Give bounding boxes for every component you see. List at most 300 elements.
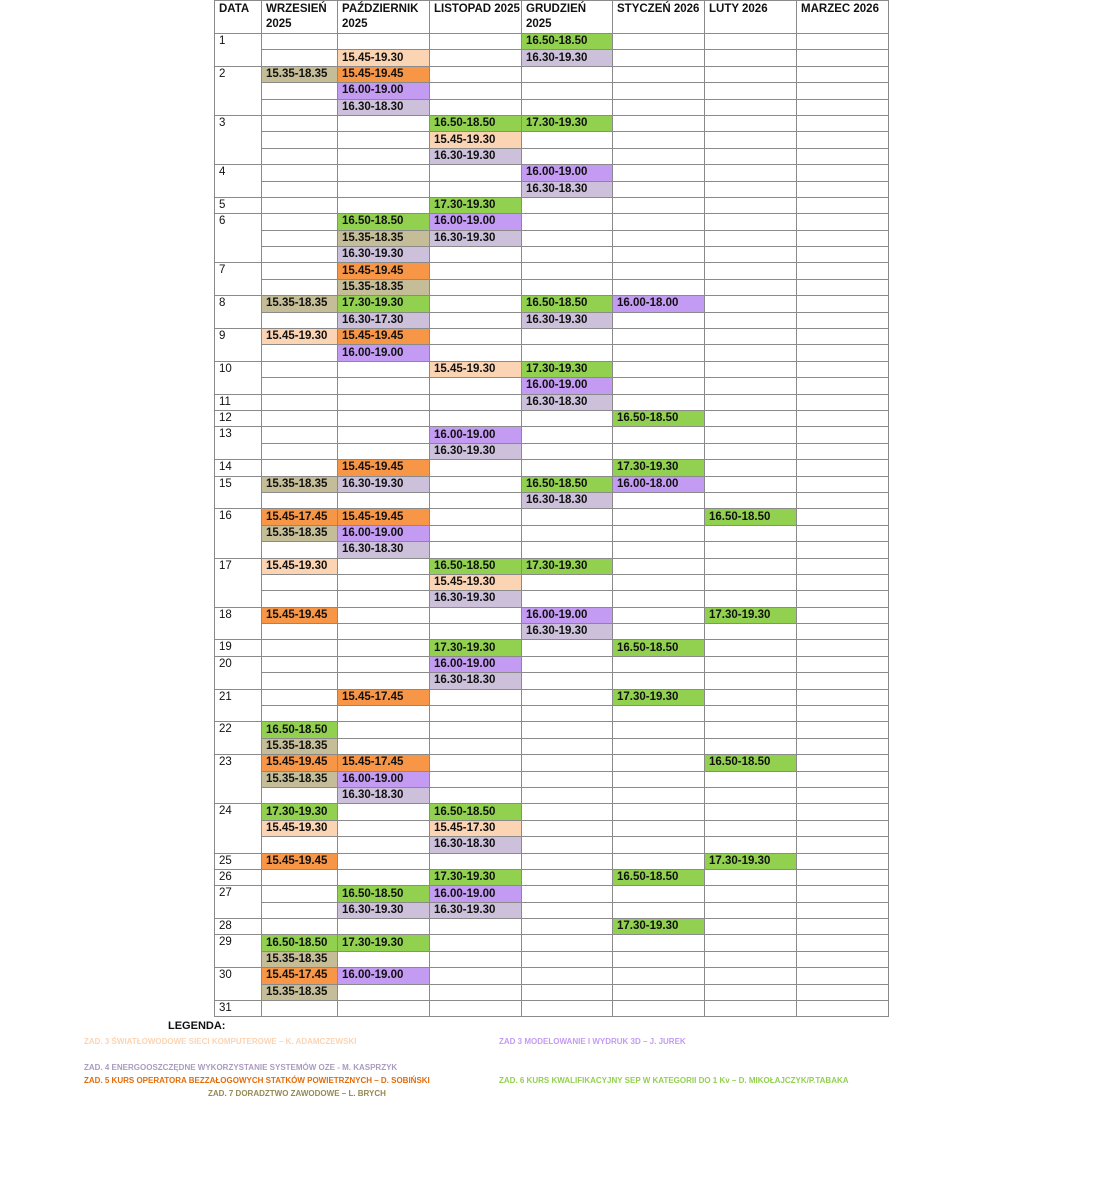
session-cell: 15.45-19.45 [338, 460, 430, 476]
session-cell: 15.45-19.30 [430, 574, 522, 590]
empty-cell [613, 984, 705, 1000]
empty-cell [705, 312, 797, 328]
empty-cell [430, 378, 522, 394]
session-cell: 15.45-17.45 [338, 755, 430, 771]
date-cell: 9 [215, 329, 262, 362]
empty-cell [262, 263, 338, 279]
empty-cell [613, 132, 705, 148]
table-row [215, 755, 889, 771]
table-row [215, 591, 889, 607]
empty-cell [430, 312, 522, 328]
table-row [215, 607, 889, 623]
empty-cell [522, 427, 613, 443]
empty-cell [522, 345, 613, 361]
empty-cell [262, 279, 338, 295]
header-luty: LUTY 2026 [705, 1, 797, 34]
empty-cell [430, 624, 522, 640]
empty-cell [613, 312, 705, 328]
empty-cell [262, 83, 338, 99]
empty-cell [522, 902, 613, 918]
legend-item-swiatlowod: ZAD. 3 ŚWIATŁOWODOWE SIECI KOMPUTEROWE – K. ADAMCZEWSKI [84, 1037, 357, 1046]
session-cell: 16.50-18.50 [613, 869, 705, 885]
empty-cell [262, 902, 338, 918]
empty-cell [262, 165, 338, 181]
empty-cell [522, 951, 613, 967]
session-cell: 16.00-19.00 [338, 525, 430, 541]
table-row [215, 624, 889, 640]
empty-cell [430, 279, 522, 295]
session-cell: 16.00-19.00 [430, 886, 522, 902]
empty-cell [338, 624, 430, 640]
empty-cell [522, 804, 613, 820]
table-row [215, 230, 889, 246]
session-cell: 16.50-18.50 [522, 34, 613, 50]
empty-cell [797, 804, 889, 820]
session-cell: 17.30-19.30 [522, 361, 613, 377]
legend-item-doradztwo: ZAD. 7 DORADZTWO ZAWODOWE – L. BRYCH [208, 1089, 386, 1098]
empty-cell [430, 935, 522, 951]
empty-cell [797, 83, 889, 99]
empty-cell [338, 722, 430, 738]
table-row [215, 148, 889, 164]
table-row [215, 361, 889, 377]
empty-cell [338, 558, 430, 574]
session-cell: 17.30-19.30 [522, 115, 613, 131]
empty-cell [613, 804, 705, 820]
empty-cell [705, 66, 797, 82]
empty-cell [613, 673, 705, 689]
empty-cell [797, 640, 889, 656]
table-row [215, 345, 889, 361]
empty-cell [797, 820, 889, 836]
session-cell: 16.30-18.30 [338, 542, 430, 558]
empty-cell [797, 394, 889, 410]
table-row [215, 214, 889, 230]
empty-cell [338, 115, 430, 131]
empty-cell [522, 460, 613, 476]
empty-cell [262, 115, 338, 131]
empty-cell [613, 837, 705, 853]
session-cell: 17.30-19.30 [613, 460, 705, 476]
empty-cell [430, 345, 522, 361]
session-cell: 17.30-19.30 [262, 804, 338, 820]
session-cell: 16.30-19.30 [338, 476, 430, 492]
empty-cell [613, 197, 705, 213]
empty-cell [705, 296, 797, 312]
empty-cell [797, 656, 889, 672]
empty-cell [522, 640, 613, 656]
empty-cell [262, 132, 338, 148]
empty-cell [613, 34, 705, 50]
empty-cell [705, 394, 797, 410]
empty-cell [797, 312, 889, 328]
empty-cell [797, 673, 889, 689]
table-row [215, 640, 889, 656]
empty-cell [338, 706, 430, 722]
table-row [215, 886, 889, 902]
empty-cell [797, 984, 889, 1000]
session-cell: 16.00-19.00 [522, 378, 613, 394]
date-cell: 2 [215, 66, 262, 115]
empty-cell [797, 591, 889, 607]
empty-cell [705, 214, 797, 230]
empty-cell [262, 50, 338, 66]
empty-cell [613, 902, 705, 918]
empty-cell [613, 115, 705, 131]
empty-cell [262, 492, 338, 508]
session-cell: 15.35-18.35 [262, 296, 338, 312]
date-cell: 21 [215, 689, 262, 722]
table-row [215, 394, 889, 410]
empty-cell [430, 50, 522, 66]
table-row [215, 296, 889, 312]
session-cell: 15.45-19.30 [262, 329, 338, 345]
header-marzec: MARZEC 2026 [797, 1, 889, 34]
session-cell: 17.30-19.30 [430, 869, 522, 885]
empty-cell [430, 755, 522, 771]
empty-cell [338, 378, 430, 394]
empty-cell [338, 34, 430, 50]
empty-cell [797, 607, 889, 623]
session-cell: 17.30-19.30 [338, 296, 430, 312]
session-cell: 17.30-19.30 [613, 919, 705, 935]
empty-cell [430, 492, 522, 508]
empty-cell [262, 197, 338, 213]
empty-cell [262, 624, 338, 640]
empty-cell [522, 574, 613, 590]
empty-cell [262, 394, 338, 410]
table-row [215, 574, 889, 590]
empty-cell [705, 656, 797, 672]
session-cell: 16.00-19.00 [338, 83, 430, 99]
empty-cell [262, 919, 338, 935]
session-cell: 16.00-18.00 [613, 296, 705, 312]
empty-cell [613, 574, 705, 590]
empty-cell [262, 574, 338, 590]
table-row [215, 935, 889, 951]
empty-cell [613, 345, 705, 361]
empty-cell [613, 361, 705, 377]
empty-cell [705, 640, 797, 656]
header-listopad: LISTOPAD 2025 [430, 1, 522, 34]
empty-cell [430, 738, 522, 754]
empty-cell [262, 869, 338, 885]
empty-cell [522, 689, 613, 705]
empty-cell [705, 361, 797, 377]
session-cell: 15.45-19.30 [262, 558, 338, 574]
table-row [215, 558, 889, 574]
empty-cell [262, 837, 338, 853]
date-cell: 4 [215, 165, 262, 198]
empty-cell [705, 673, 797, 689]
session-cell: 16.30-18.30 [338, 787, 430, 803]
table-row [215, 197, 889, 213]
table-row [215, 771, 889, 787]
empty-cell [613, 279, 705, 295]
table-row [215, 804, 889, 820]
table-row [215, 837, 889, 853]
empty-cell [522, 656, 613, 672]
empty-cell [613, 509, 705, 525]
empty-cell [338, 394, 430, 410]
empty-cell [430, 722, 522, 738]
empty-cell [797, 771, 889, 787]
legend-title: LEGENDA: [168, 1020, 226, 1032]
session-cell: 16.30-19.30 [338, 902, 430, 918]
empty-cell [522, 509, 613, 525]
session-cell: 16.30-19.30 [430, 230, 522, 246]
empty-cell [613, 722, 705, 738]
empty-cell [430, 165, 522, 181]
empty-cell [522, 263, 613, 279]
date-cell: 14 [215, 460, 262, 476]
empty-cell [522, 99, 613, 115]
empty-cell [522, 1001, 613, 1017]
session-cell: 15.45-19.30 [262, 820, 338, 836]
empty-cell [797, 148, 889, 164]
empty-cell [262, 886, 338, 902]
session-cell: 15.45-17.45 [262, 968, 338, 984]
empty-cell [522, 919, 613, 935]
empty-cell [522, 443, 613, 459]
empty-cell [522, 984, 613, 1000]
empty-cell [522, 279, 613, 295]
empty-cell [430, 394, 522, 410]
empty-cell [705, 951, 797, 967]
session-cell: 16.50-18.50 [613, 410, 705, 426]
session-cell: 15.45-19.45 [262, 853, 338, 869]
empty-cell [797, 279, 889, 295]
empty-cell [797, 542, 889, 558]
empty-cell [522, 230, 613, 246]
table-row [215, 50, 889, 66]
date-cell: 16 [215, 509, 262, 558]
empty-cell [262, 148, 338, 164]
empty-cell [262, 542, 338, 558]
empty-cell [705, 820, 797, 836]
empty-cell [797, 50, 889, 66]
empty-cell [430, 34, 522, 50]
empty-cell [705, 968, 797, 984]
date-cell: 1 [215, 34, 262, 67]
session-cell: 17.30-19.30 [522, 558, 613, 574]
empty-cell [705, 738, 797, 754]
session-cell: 15.35-18.35 [262, 738, 338, 754]
date-cell: 8 [215, 296, 262, 329]
empty-cell [797, 476, 889, 492]
date-cell: 12 [215, 410, 262, 426]
table-row [215, 525, 889, 541]
header-data: DATA [215, 1, 262, 34]
empty-cell [262, 214, 338, 230]
empty-cell [705, 148, 797, 164]
empty-cell [430, 689, 522, 705]
empty-cell [705, 689, 797, 705]
empty-cell [430, 525, 522, 541]
table-row [215, 460, 889, 476]
empty-cell [522, 66, 613, 82]
session-cell: 16.00-18.00 [613, 476, 705, 492]
empty-cell [522, 247, 613, 263]
date-cell: 19 [215, 640, 262, 656]
table-row [215, 443, 889, 459]
empty-cell [705, 804, 797, 820]
empty-cell [613, 83, 705, 99]
empty-cell [338, 197, 430, 213]
empty-cell [613, 951, 705, 967]
session-cell: 16.50-18.50 [430, 804, 522, 820]
empty-cell [797, 951, 889, 967]
empty-cell [797, 296, 889, 312]
empty-cell [262, 345, 338, 361]
empty-cell [613, 886, 705, 902]
header-grudzien: GRUDZIEŃ 2025 [522, 1, 613, 34]
empty-cell [797, 329, 889, 345]
table-row [215, 427, 889, 443]
empty-cell [797, 115, 889, 131]
empty-cell [705, 279, 797, 295]
empty-cell [262, 443, 338, 459]
table-row [215, 378, 889, 394]
session-cell: 17.30-19.30 [705, 853, 797, 869]
empty-cell [797, 263, 889, 279]
empty-cell [522, 738, 613, 754]
session-cell: 15.45-19.45 [338, 509, 430, 525]
table-row [215, 83, 889, 99]
table-row [215, 492, 889, 508]
empty-cell [613, 853, 705, 869]
empty-cell [430, 853, 522, 869]
empty-cell [613, 558, 705, 574]
session-cell: 16.50-18.50 [522, 476, 613, 492]
table-row [215, 132, 889, 148]
empty-cell [338, 443, 430, 459]
empty-cell [613, 394, 705, 410]
empty-cell [613, 656, 705, 672]
empty-cell [613, 1001, 705, 1017]
empty-cell [705, 263, 797, 279]
empty-cell [797, 886, 889, 902]
session-cell: 16.00-19.00 [430, 427, 522, 443]
empty-cell [613, 148, 705, 164]
empty-cell [430, 542, 522, 558]
empty-cell [797, 738, 889, 754]
empty-cell [262, 689, 338, 705]
session-cell: 16.30-19.30 [430, 148, 522, 164]
empty-cell [522, 706, 613, 722]
empty-cell [338, 951, 430, 967]
date-cell: 25 [215, 853, 262, 869]
session-cell: 16.30-19.30 [430, 443, 522, 459]
empty-cell [522, 197, 613, 213]
empty-cell [705, 542, 797, 558]
session-cell: 15.45-19.45 [262, 755, 338, 771]
table-row [215, 722, 889, 738]
schedule-table [214, 0, 889, 1017]
empty-cell [613, 542, 705, 558]
table-row [215, 706, 889, 722]
session-cell: 15.45-19.45 [338, 263, 430, 279]
table-row [215, 919, 889, 935]
session-cell: 16.30-19.30 [522, 50, 613, 66]
date-cell: 11 [215, 394, 262, 410]
session-cell: 15.35-18.35 [262, 771, 338, 787]
table-row [215, 968, 889, 984]
empty-cell [613, 787, 705, 803]
empty-cell [797, 787, 889, 803]
empty-cell [797, 525, 889, 541]
empty-cell [797, 99, 889, 115]
date-cell: 17 [215, 558, 262, 607]
session-cell: 16.00-19.00 [338, 345, 430, 361]
empty-cell [262, 787, 338, 803]
empty-cell [430, 296, 522, 312]
empty-cell [338, 656, 430, 672]
empty-cell [522, 148, 613, 164]
empty-cell [430, 951, 522, 967]
empty-cell [338, 165, 430, 181]
empty-cell [797, 706, 889, 722]
empty-cell [613, 66, 705, 82]
table-row [215, 656, 889, 672]
empty-cell [797, 132, 889, 148]
session-cell: 17.30-19.30 [705, 607, 797, 623]
empty-cell [797, 689, 889, 705]
table-row [215, 1001, 889, 1017]
empty-cell [522, 755, 613, 771]
session-cell: 16.30-19.30 [430, 902, 522, 918]
date-cell: 3 [215, 115, 262, 164]
session-cell: 15.45-19.45 [262, 607, 338, 623]
empty-cell [338, 148, 430, 164]
empty-cell [705, 247, 797, 263]
empty-cell [705, 1001, 797, 1017]
session-cell: 16.30-17.30 [338, 312, 430, 328]
empty-cell [613, 378, 705, 394]
empty-cell [705, 886, 797, 902]
header-styczen: STYCZEŃ 2026 [613, 1, 705, 34]
empty-cell [797, 181, 889, 197]
empty-cell [613, 99, 705, 115]
empty-cell [338, 181, 430, 197]
session-cell: 15.35-18.35 [262, 951, 338, 967]
empty-cell [262, 591, 338, 607]
empty-cell [613, 329, 705, 345]
empty-cell [522, 722, 613, 738]
empty-cell [705, 83, 797, 99]
empty-cell [522, 787, 613, 803]
empty-cell [522, 132, 613, 148]
empty-cell [705, 787, 797, 803]
empty-cell [705, 410, 797, 426]
empty-cell [338, 853, 430, 869]
empty-cell [613, 247, 705, 263]
empty-cell [262, 460, 338, 476]
session-cell: 16.00-19.00 [522, 607, 613, 623]
empty-cell [338, 607, 430, 623]
session-cell: 16.30-19.30 [522, 624, 613, 640]
empty-cell [705, 869, 797, 885]
empty-cell [797, 197, 889, 213]
table-row [215, 820, 889, 836]
empty-cell [705, 378, 797, 394]
empty-cell [262, 656, 338, 672]
empty-cell [797, 755, 889, 771]
empty-cell [705, 115, 797, 131]
empty-cell [522, 525, 613, 541]
empty-cell [613, 738, 705, 754]
schedule-body [215, 34, 889, 1017]
